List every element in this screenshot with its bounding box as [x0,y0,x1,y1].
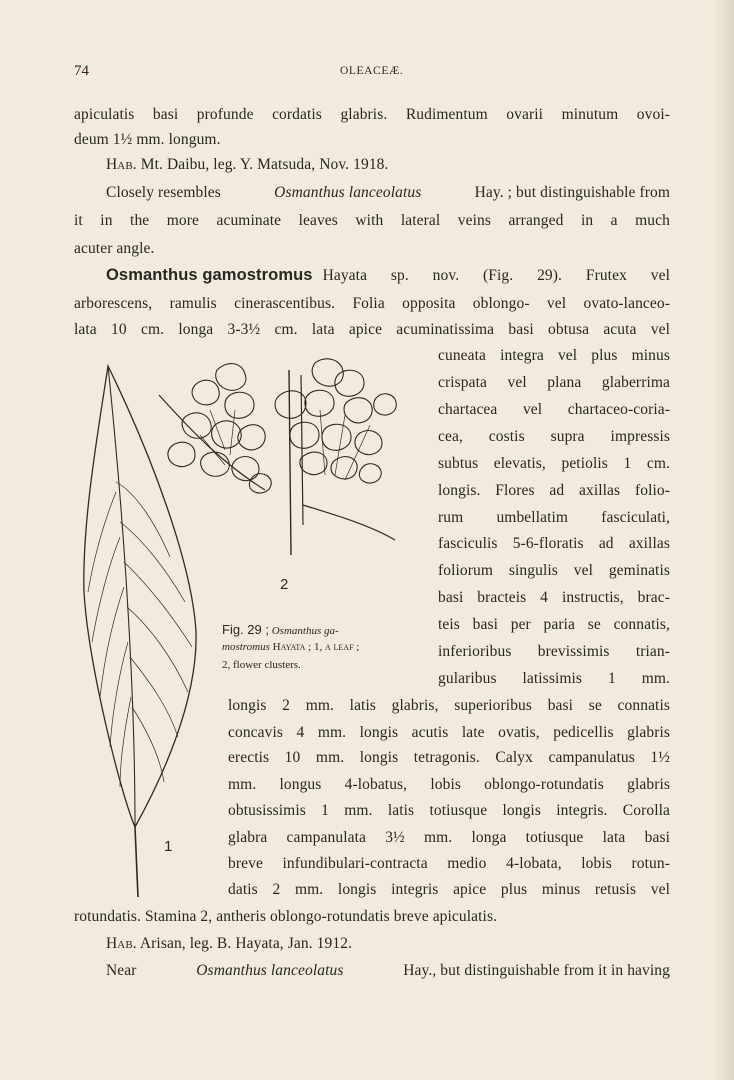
text-segment: Hay., but distinguishable from it in having [403,962,670,979]
text-segment: Closely resembles [106,184,221,201]
species-reference: Osmanthus lanceolatus [196,962,344,979]
flower-clusters-illustration [155,355,425,570]
text-line: teis basi per paria se connatis, [438,616,670,633]
text-line: cuneata integra vel plus minus [438,347,670,364]
hab-label: Hab. [106,156,137,173]
species-authority: Hayata sp. nov. (Fig. 29). Frutex vel [322,267,670,284]
habitat-line [106,156,389,174]
text-line: cea, costis supra impressis [438,428,670,445]
page-edge-shadow [712,0,734,1080]
text-line: obtusissimis 1 mm. latis totiusque longis integris. Corolla [228,802,670,819]
text-line [106,184,670,202]
text-line: rotundatis. Stamina 2, antheris oblongo-rotundatis breve apiculatis. [74,908,498,925]
text-segment: Hay. ; but distinguishable from [474,184,670,201]
text-line: glabra campanulata 3½ mm. longa totiusque lata basi [228,829,670,846]
text-line: acuter angle. [74,240,155,257]
text-line: gularibus latissimis 1 mm. [438,670,670,687]
caption-species: mostromus [222,641,270,653]
text-line: longis 2 mm. latis glabris, superioribus basi se connatis [228,697,670,714]
habitat-text: Arisan, leg. B. Hayata, Jan. 1912. [139,935,353,952]
text-line: foliorum singulis vel geminatis [438,562,670,579]
text-line: arborescens, ramulis cinerascentibus. Folia opposita oblongo- vel ovato-lanceo- [74,295,670,312]
text-segment: Near [106,962,137,979]
hab-label: Hab. [106,935,137,952]
text-line: lata 10 cm. longa 3-3½ cm. lata apice acuminatissima basi obtusa acuta vel [74,321,670,338]
text-line: datis 2 mm. longis integris apice plus minus retusis vel [228,881,670,898]
text-line [106,962,670,980]
text-line: it in the more acuminate leaves with lateral veins arranged in a much [74,212,670,229]
species-heading [106,266,670,285]
text-line: deum 1½ mm. longum. [74,131,221,148]
text-line: crispata vel plana glaberrima [438,374,670,391]
figure-label-leaf: 1 [164,838,173,855]
running-head: OLEACEÆ. [340,65,404,77]
text-line: breve infundibulari-contracta medio 4-lobata, lobis rotun- [228,855,670,872]
text-line: inferioribus brevissimis trian- [438,643,670,660]
text-line: subtus elevatis, petiolis 1 cm. [438,455,670,472]
habitat-text: Mt. Daibu, leg. Y. Matsuda, Nov. 1918. [140,156,389,173]
text-line: basi bracteis 4 instructis, brac- [438,589,670,606]
text-line: fasciculis 5-6-floratis ad axillas [438,535,670,552]
text-line: concavis 4 mm. longis acutis late ovatis, pedicellis glabris [228,724,670,741]
text-line: mm. longus 4-lobatus, lobis oblongo-rotundatis glabris [228,776,670,793]
species-name: Osmanthus gamostromus [106,266,313,284]
text-line: chartacea vel chartaceo-coria- [438,401,670,418]
text-line: erectis 10 mm. longis tetragonis. Calyx campanulatus 1½ [228,749,670,766]
text-line: apiculatis basi profunde cordatis glabris. Rudimentum ovarii minutum ovoi- [74,106,670,123]
species-reference: Osmanthus lanceolatus [274,184,422,201]
text-line: longis. Flores ad axillas folio- [438,482,670,499]
habitat-line [106,935,352,953]
figure-number: Fig. 29 ; [222,622,269,637]
caption-text: Hayata ; 1, a leaf ; [272,641,360,653]
caption-species: Osmanthus ga- [271,625,339,637]
figure-caption-line: 2, flower clusters. [222,659,301,671]
figure-label-flowers: 2 [280,576,289,593]
page-number: 74 [74,63,89,79]
text-line: rum umbellatim fasciculati, [438,509,670,526]
figure-caption-line [222,638,359,657]
